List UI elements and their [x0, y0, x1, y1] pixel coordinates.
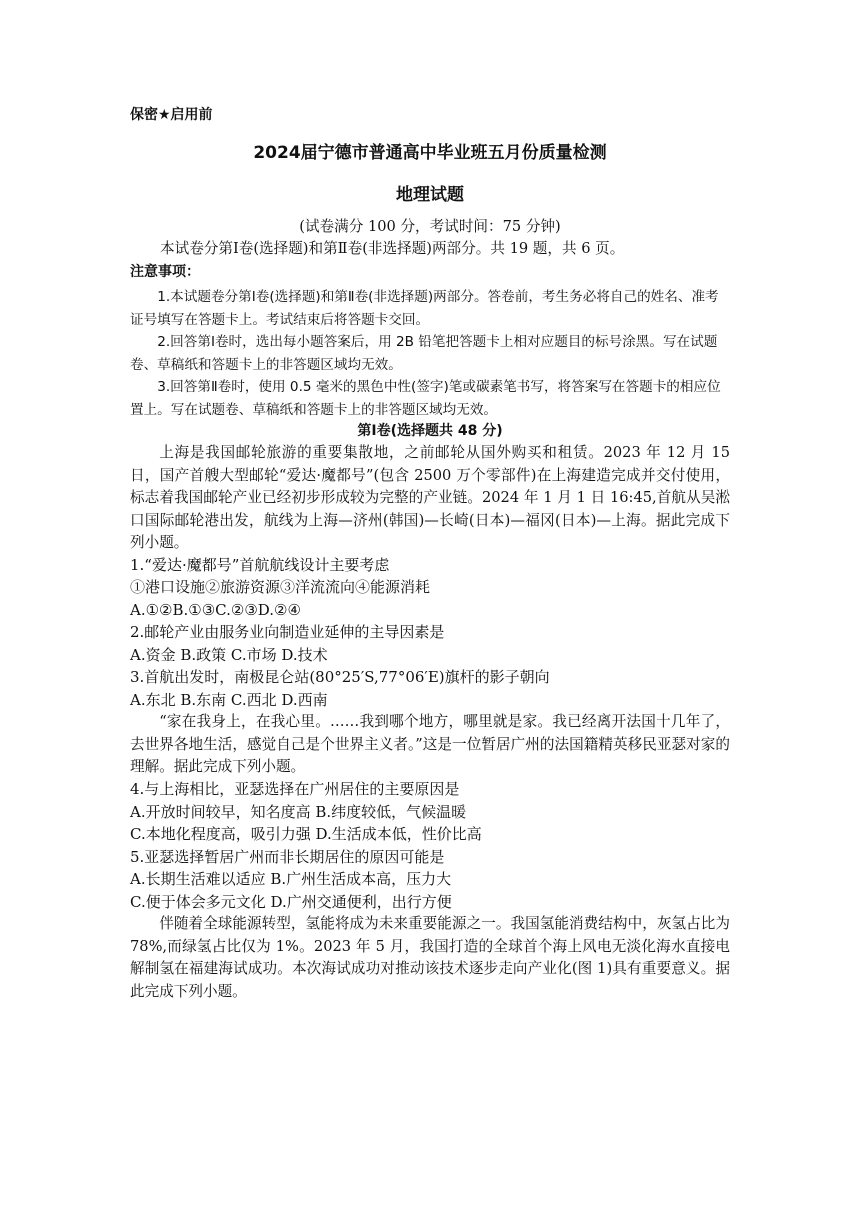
passage-migrant: “家在我身上，在我心里。……我到哪个地方，哪里就是家。我已经离开法国十几年了，去世界各地生活，感觉自己是个世界主义者。”这是一位暂居广州的法国籍精英移民亚瑟对家的理解。据此完成下列小题。	[130, 713, 730, 775]
passage-hydrogen: 伴随着全球能源转型，氢能将成为未来重要能源之一。我国氢能消费结构中，灰氢占比为 78%,而绿氢占比仅为 1%。2023 年 5 月，我国打造的全球首个海上风电无淡化海水直接电解制氢在福建海试成功。本次海试成功对推动该技术逐步走向产业化(图 1)具有重要意义。据此完成下列小题。	[130, 915, 730, 1000]
question-3: 3.首航出发时，南极昆仑站(80°25′S,77°06′E)旗杆的影子朝向	[130, 668, 550, 686]
exam-info: (试卷满分 100 分，考试时间：75 分钟)	[299, 218, 561, 235]
question-5: 5.亚瑟选择暂居广州而非长期居住的原因可能是	[130, 848, 445, 866]
notes-heading: 注意事项：	[130, 264, 200, 280]
section-heading: 第Ⅰ卷(选择题共 48 分)	[357, 423, 503, 439]
paper-structure: 本试卷分第Ⅰ卷(选择题)和第Ⅱ卷(非选择题)两部分。共 19 题，共 6 页。	[160, 240, 625, 257]
question-5-options-ab: A.长期生活难以适应 B.广州生活成本高，压力大	[130, 870, 452, 888]
question-1-options: A.①②B.①③C.②③D.②④	[130, 601, 301, 619]
subject-title: 地理试题	[396, 185, 464, 205]
question-5-options-cd: C.便于体会多元文化 D.广州交通便利，出行方便	[130, 893, 452, 911]
question-1: 1.“爱达·魔都号”首航航线设计主要考虑	[130, 556, 390, 574]
question-4: 4.与上海相比，亚瑟选择在广州居住的主要原因是	[130, 780, 460, 798]
question-2-options: A.资金 B.政策 C.市场 D.技术	[130, 646, 328, 664]
question-1-items: ①港口设施②旅游资源③洋流流向④能源消耗	[130, 578, 431, 596]
question-2: 2.邮轮产业由服务业向制造业延伸的主导因素是	[130, 623, 445, 641]
question-4-options-ab: A.开放时间较早，知名度高 B.纬度较低，气候温暖	[130, 803, 467, 821]
question-4-options-cd: C.本地化程度高，吸引力强 D.生活成本低，性价比高	[130, 825, 482, 843]
note-item-1: 1.本试题卷分第Ⅰ卷(选择题)和第Ⅱ卷(非选择题)两部分。答卷前，考生务必将自己的姓名、准考证号填写在答题卡上。考试结束后将答题卡交回。	[130, 289, 719, 328]
confidential-label: 保密★启用前	[130, 107, 213, 123]
exam-title: 2024届宁德市普通高中毕业班五月份质量检测	[253, 143, 607, 163]
note-item-3: 3.回答第Ⅱ卷时，使用 0.5 毫米的黑色中性(签字)笔或碳素笔书写，将答案写在答题卡的相应位置上。写在试题卷、草稿纸和答题卡上的非答题区域均无效。	[130, 379, 721, 418]
question-3-options: A.东北 B.东南 C.西北 D.西南	[130, 691, 328, 709]
note-item-2: 2.回答第Ⅰ卷时，选出每小题答案后，用 2B 铅笔把答题卡上相对应题目的标号涂黑。写在试题卷、草稿纸和答题卡上的非答题区域均无效。	[130, 334, 718, 373]
passage-cruise: 上海是我国邮轮旅游的重要集散地，之前邮轮从国外购买和租赁。2023 年 12 月 15 日，国产首艘大型邮轮“爱达·魔都号”(包含 2500 万个零部件)在上海建造完成并交付使用，标志着我国邮轮产业已经初步形成较为完整的产业链。2024 年 1 月 1 日 16:45,首航从吴淞口国际邮轮港出发，航线为上海—济州(韩国)—长崎(日本)—福冈(日本)—上海。据此完成下列小题。	[130, 444, 730, 551]
